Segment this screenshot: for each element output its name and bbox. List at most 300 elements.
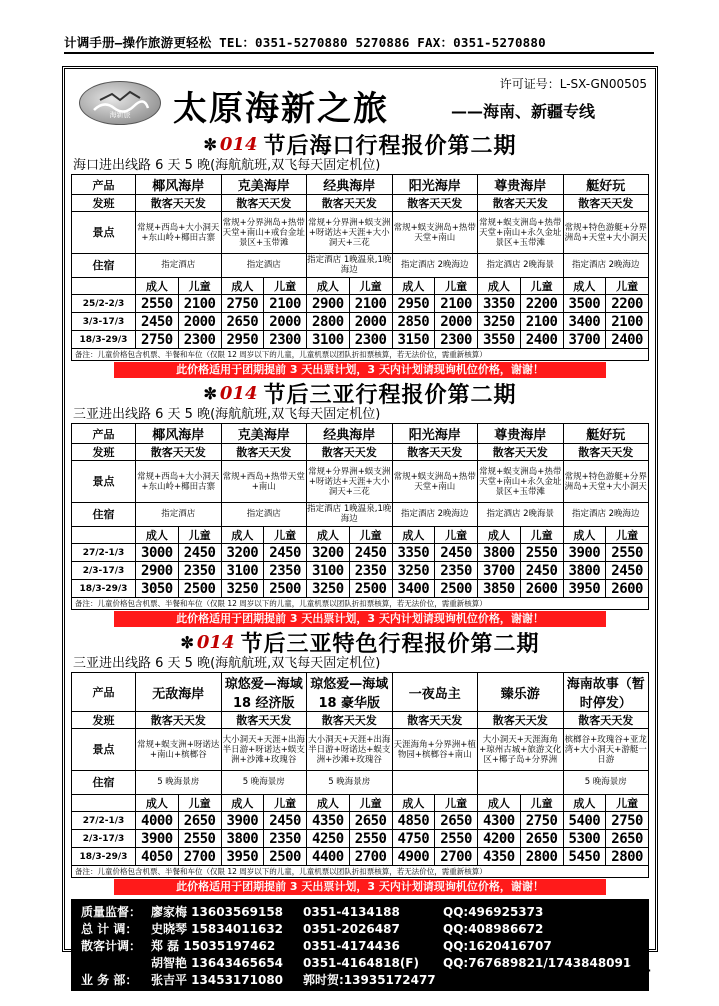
product-name: 椰风海岸 (136, 424, 222, 444)
contact-phone: 0351-2026487 (303, 921, 400, 936)
price-cell: 3050 (136, 580, 179, 598)
price-cell: 3550 (478, 331, 521, 349)
section-title (71, 131, 649, 157)
travel-dates: 27/2-1/3 (72, 544, 136, 562)
depart-schedule: 散客天天发 (221, 712, 307, 729)
price-sections (71, 131, 649, 895)
depart-schedule: 散客天天发 (136, 195, 222, 212)
sights-list: 大小洞天+天涯海角+琼州古城+旅游文化区+椰子岛+分界洲 (478, 729, 564, 771)
depart-schedule: 散客天天发 (136, 444, 222, 461)
price-cell: 2000 (435, 313, 478, 331)
travel-dates: 18/3-29/3 (72, 331, 136, 349)
price-row (72, 830, 649, 848)
price-cell: 2950 (221, 331, 264, 349)
section-heading: 节后三亚行程报价第二期 (263, 382, 517, 408)
price-cell: 3100 (221, 562, 264, 580)
product-name: 臻乐游 (478, 673, 564, 712)
price-cell: 3400 (392, 580, 435, 598)
section-title (71, 629, 649, 655)
license-number: 许可证号：L-SX-GN00505 (499, 77, 647, 91)
price-cell: 4200 (478, 830, 521, 848)
price-cell: 3400 (563, 313, 606, 331)
sights-list: 天涯海角+分界洲+植物园+槟榔谷+南山 (392, 729, 478, 771)
adult-label: 成人 (563, 278, 606, 295)
contact-row (81, 971, 639, 988)
product-label: 产品 (72, 673, 136, 712)
sights-list: 常规+分界洲岛+热带天堂+南山+戒台金址景区+玉带滩 (221, 212, 307, 254)
section-heading: 节后海口行程报价第二期 (263, 133, 517, 159)
sights-list: 常规+分界洲+蜈支洲+呀诺达+天涯+大小洞天+三花 (307, 461, 393, 503)
price-cell: 2350 (349, 562, 392, 580)
child-label: 儿童 (178, 278, 221, 295)
price-cell: 3200 (307, 544, 350, 562)
contact-phone: 0351-4164818(F) (303, 955, 419, 970)
sights-list: 常规+蜈支洲岛+热带天堂+南山 (392, 461, 478, 503)
depart-schedule: 散客天天发 (392, 444, 478, 461)
price-cell: 4750 (392, 830, 435, 848)
price-cell: 2100 (349, 295, 392, 313)
product-label: 产品 (72, 175, 136, 195)
price-sheet-frame (62, 66, 658, 987)
price-cell: 3250 (221, 580, 264, 598)
hotel-info: 指定酒店 2晚海边 (563, 254, 649, 278)
price-row (72, 313, 649, 331)
price-cell: 2650 (435, 812, 478, 830)
product-row (72, 175, 649, 195)
hotel-info: 指定酒店 2晚海边 (563, 503, 649, 527)
hotel-info: 指定酒店 1晚温泉,1晚海边 (307, 503, 393, 527)
price-cell: 3850 (478, 580, 521, 598)
price-cell: 2450 (178, 544, 221, 562)
depart-schedule: 散客天天发 (478, 712, 564, 729)
page-number: · 29 · (620, 964, 652, 977)
child-label: 儿童 (349, 527, 392, 544)
price-cell: 3000 (136, 544, 179, 562)
product-name: 无敌海岸 (136, 673, 222, 712)
fare-type-blank (72, 278, 136, 295)
hotel-row (72, 503, 649, 527)
price-cell: 3900 (221, 812, 264, 830)
price-cell: 2550 (178, 830, 221, 848)
depart-label: 发班 (72, 444, 136, 461)
price-cell: 2000 (264, 313, 307, 331)
price-warning: 此价格适用于团期提前 3 天出票计划，3 天内计划请现询机位价格，谢谢！ (114, 362, 606, 378)
price-cell: 2700 (435, 848, 478, 866)
section-route: 三亚进出线路 6 天 5 晚(海航航班,双飞每天固定机位) (73, 656, 381, 671)
hotel-label: 住宿 (72, 254, 136, 278)
hotel-info: 指定酒店 2晚海景 (478, 503, 564, 527)
price-cell: 2650 (178, 812, 221, 830)
hotel-label: 住宿 (72, 503, 136, 527)
adult-label: 成人 (392, 278, 435, 295)
depart-row (72, 712, 649, 729)
contact-person: 张吉平 13453171080 (151, 973, 284, 987)
price-cell: 2450 (435, 544, 478, 562)
sights-list: 常规+蜈支洲岛+热带天堂+南山+永久金址景区+玉带滩 (478, 212, 564, 254)
badge-number: 014 (219, 133, 258, 155)
badge-number: 014 (219, 382, 258, 404)
price-cell: 2750 (221, 295, 264, 313)
note-row (72, 866, 649, 878)
product-row (72, 673, 649, 712)
depart-schedule: 散客天天发 (221, 195, 307, 212)
section-badge (204, 383, 258, 404)
fare-type-blank (72, 527, 136, 544)
depart-schedule: 散客天天发 (307, 712, 393, 729)
depart-schedule: 散客天天发 (307, 444, 393, 461)
child-label: 儿童 (435, 795, 478, 812)
price-cell: 2300 (349, 331, 392, 349)
price-cell: 2950 (392, 295, 435, 313)
price-cell: 2500 (178, 580, 221, 598)
adult-label: 成人 (478, 278, 521, 295)
price-cell: 3200 (221, 544, 264, 562)
price-cell: 2100 (178, 295, 221, 313)
child-label: 儿童 (435, 527, 478, 544)
hotel-info: 5 晚海景房 (307, 771, 393, 795)
price-cell: 4000 (136, 812, 179, 830)
depart-schedule: 散客天天发 (307, 195, 393, 212)
hotel-info: 指定酒店 2晚海边 (392, 254, 478, 278)
price-row (72, 580, 649, 598)
sights-list: 槟榔谷+玫瑰谷+亚龙湾+大小洞天+游艇一日游 (563, 729, 649, 771)
depart-schedule: 散客天天发 (221, 444, 307, 461)
contact-role: 业 务 部： (81, 973, 138, 987)
price-cell: 3950 (563, 580, 606, 598)
adult-label: 成人 (221, 795, 264, 812)
depart-schedule: 散客天天发 (563, 712, 649, 729)
sights-row (72, 461, 649, 503)
price-cell: 2550 (136, 295, 179, 313)
price-cell: 3900 (563, 544, 606, 562)
price-cell: 3700 (478, 562, 521, 580)
price-cell: 5300 (563, 830, 606, 848)
adult-label: 成人 (307, 278, 350, 295)
sights-list: 大小洞天+天涯+出海半日游+呀诺达+蜈支洲+沙滩+玫瑰谷 (221, 729, 307, 771)
hotel-info: 5 晚海景房 (136, 771, 222, 795)
hotel-row (72, 254, 649, 278)
adult-label: 成人 (136, 527, 179, 544)
price-cell: 2350 (435, 562, 478, 580)
contact-phone: 郭时贺:13935172477 (303, 973, 436, 987)
hotel-row (72, 771, 649, 795)
product-name: 海南故事（暂时停发） (563, 673, 649, 712)
price-cell: 3250 (307, 580, 350, 598)
product-name: 一夜岛主 (392, 673, 478, 712)
adult-label: 成人 (392, 795, 435, 812)
contact-role: 质量监督： (81, 905, 142, 919)
price-cell: 4350 (478, 848, 521, 866)
price-cell: 2750 (606, 812, 649, 830)
price-cell: 2900 (136, 562, 179, 580)
contact-person: 郑 磊 15035197462 (151, 939, 276, 953)
price-cell: 4850 (392, 812, 435, 830)
price-row (72, 295, 649, 313)
hotel-info: 指定酒店 (221, 254, 307, 278)
section-route: 三亚进出线路 6 天 5 晚(海航航班,双飞每天固定机位) (73, 407, 381, 422)
product-label: 产品 (72, 424, 136, 444)
sights-list: 常规+特色游艇+分界洲岛+天堂+大小洞天 (563, 212, 649, 254)
badge-number: 014 (196, 631, 235, 653)
contact-phone: 0351-4134188 (303, 904, 400, 919)
price-row (72, 562, 649, 580)
price-cell: 4300 (478, 812, 521, 830)
child-label: 儿童 (178, 527, 221, 544)
contact-row (81, 920, 639, 937)
child-label: 儿童 (178, 795, 221, 812)
hotel-info: 指定酒店 2晚海边 (392, 503, 478, 527)
contact-phone: 0351-4174436 (303, 938, 400, 953)
section-note: 备注：儿童价格包含机票、半餐和车位（仅限 12 周岁以下的儿童，儿童机票以团队折扣票核算，若无法价位，需重新核算） (72, 866, 649, 878)
travel-dates: 18/3-29/3 (72, 580, 136, 598)
price-warning: 此价格适用于团期提前 3 天出票计划，3 天内计划请现询机位价格，谢谢！ (114, 611, 606, 627)
price-cell: 3800 (478, 544, 521, 562)
price-cell: 2650 (606, 830, 649, 848)
adult-label: 成人 (221, 278, 264, 295)
price-cell: 2750 (520, 812, 563, 830)
adult-label: 成人 (392, 527, 435, 544)
depart-schedule: 散客天天发 (478, 444, 564, 461)
price-cell: 3100 (307, 331, 350, 349)
price-cell: 2350 (264, 830, 307, 848)
sights-list: 大小洞天+天涯+出海半日游+呀诺达+蜈支洲+沙滩+玫瑰谷 (307, 729, 393, 771)
price-cell: 2900 (307, 295, 350, 313)
dragon-icon: ✼ (203, 134, 217, 154)
contact-role: 总 计 调： (81, 922, 138, 936)
agency-title: 太原海新之旅 (173, 89, 389, 129)
top-header-bar: 计调手册—操作旅游更轻松 TEL：0351-5270880 5270886 FAX：0351-5270880 (64, 34, 654, 54)
price-cell: 2650 (221, 313, 264, 331)
fare-type-row (72, 527, 649, 544)
hotel-info (392, 771, 478, 795)
price-row (72, 331, 649, 349)
price-table (71, 672, 649, 878)
contact-row (81, 937, 639, 954)
sights-list: 常规+分界洲+蜈支洲+呀诺达+天涯+大小洞天+三花 (307, 212, 393, 254)
sights-row (72, 729, 649, 771)
price-cell: 2550 (349, 830, 392, 848)
price-cell: 2600 (520, 580, 563, 598)
section-heading: 节后三亚特色行程报价第二期 (240, 631, 540, 657)
child-label: 儿童 (264, 527, 307, 544)
hotel-info: 指定酒店 (136, 254, 222, 278)
product-name: 琼悠爱—海域 18 豪华版 (307, 673, 393, 712)
price-cell: 2100 (606, 313, 649, 331)
hotel-info: 指定酒店 (221, 503, 307, 527)
fare-type-blank (72, 795, 136, 812)
contact-role: 散客计调： (81, 939, 142, 953)
hotel-info: 5 晚海景房 (221, 771, 307, 795)
price-cell: 3500 (563, 295, 606, 313)
child-label: 儿童 (520, 795, 563, 812)
adult-label: 成人 (478, 795, 521, 812)
price-cell: 3800 (221, 830, 264, 848)
price-cell: 4050 (136, 848, 179, 866)
price-cell: 2650 (349, 812, 392, 830)
sights-list: 常规+西岛+热带天堂+南山 (221, 461, 307, 503)
price-cell: 2850 (392, 313, 435, 331)
depart-schedule: 散客天天发 (392, 712, 478, 729)
hotel-info: 5 晚海景房 (563, 771, 649, 795)
travel-dates: 27/2-1/3 (72, 812, 136, 830)
price-cell: 2300 (178, 331, 221, 349)
contact-list (81, 903, 639, 988)
price-cell: 4250 (307, 830, 350, 848)
price-cell: 2450 (264, 544, 307, 562)
price-cell: 2450 (349, 544, 392, 562)
price-cell: 2800 (520, 848, 563, 866)
product-name: 阳光海岸 (392, 424, 478, 444)
price-cell: 2200 (520, 295, 563, 313)
contact-person: 胡智艳 13643465654 (151, 956, 284, 970)
contact-row (81, 954, 639, 971)
section-route: 海口进出线路 6 天 5 晚(海航航班,双飞每天固定机位) (73, 158, 381, 173)
price-cell: 2400 (606, 331, 649, 349)
price-cell: 2450 (606, 562, 649, 580)
child-label: 儿童 (349, 278, 392, 295)
product-name: 椰风海岸 (136, 175, 222, 195)
product-name: 尊贵海岸 (478, 175, 564, 195)
sights-list: 常规+蜈支洲岛+热带天堂+南山 (392, 212, 478, 254)
adult-label: 成人 (478, 527, 521, 544)
child-label: 儿童 (606, 795, 649, 812)
price-table (71, 423, 649, 610)
contact-person: 廖家梅 13603569158 (151, 905, 284, 919)
hotel-label: 住宿 (72, 771, 136, 795)
child-label: 儿童 (264, 278, 307, 295)
price-cell: 4900 (392, 848, 435, 866)
child-label: 儿童 (349, 795, 392, 812)
sights-list: 常规+蜈支洲+呀诺达+南山+槟榔谷 (136, 729, 222, 771)
product-name: 琼悠爱—海域 18 经济版 (221, 673, 307, 712)
product-name: 经典海岸 (307, 424, 393, 444)
sights-label: 景点 (72, 461, 136, 503)
sights-label: 景点 (72, 729, 136, 771)
price-cell: 2450 (520, 562, 563, 580)
hotel-info: 指定酒店 (136, 503, 222, 527)
price-cell: 5400 (563, 812, 606, 830)
price-cell: 2550 (520, 544, 563, 562)
travel-dates: 3/3-17/3 (72, 313, 136, 331)
section-badge (204, 134, 258, 155)
section-title (71, 380, 649, 406)
price-cell: 2000 (349, 313, 392, 331)
travel-dates: 25/2-2/3 (72, 295, 136, 313)
child-label: 儿童 (606, 527, 649, 544)
contact-row (81, 903, 639, 920)
note-row (72, 349, 649, 361)
price-cell: 3250 (478, 313, 521, 331)
price-cell: 2200 (606, 295, 649, 313)
price-cell: 3100 (307, 562, 350, 580)
child-label: 儿童 (435, 278, 478, 295)
agency-header (71, 73, 649, 131)
sights-list: 常规+西岛+大小洞天+东山岭+椰田古寨 (136, 212, 222, 254)
adult-label: 成人 (563, 795, 606, 812)
price-cell: 3900 (136, 830, 179, 848)
price-cell: 3950 (221, 848, 264, 866)
travel-dates: 2/3-17/3 (72, 562, 136, 580)
price-cell: 2800 (606, 848, 649, 866)
hotel-info: 指定酒店 1晚温泉,1晚海边 (307, 254, 393, 278)
price-cell: 2450 (264, 812, 307, 830)
contact-block (71, 899, 652, 991)
price-cell: 2750 (136, 331, 179, 349)
price-cell: 3350 (392, 544, 435, 562)
section-badge (181, 632, 235, 653)
price-cell: 2550 (606, 544, 649, 562)
price-cell: 4350 (307, 812, 350, 830)
price-cell: 2700 (178, 848, 221, 866)
sights-label: 景点 (72, 212, 136, 254)
depart-row (72, 195, 649, 212)
product-name: 克美海岸 (221, 175, 307, 195)
product-name: 阳光海岸 (392, 175, 478, 195)
price-cell: 2700 (349, 848, 392, 866)
product-name: 经典海岸 (307, 175, 393, 195)
agency-subtitle: ——海南、新疆专线 (451, 102, 596, 121)
logo-text: 海新旅 (109, 111, 131, 119)
price-cell: 3700 (563, 331, 606, 349)
child-label: 儿童 (264, 795, 307, 812)
child-label: 儿童 (606, 278, 649, 295)
depart-schedule: 散客天天发 (136, 712, 222, 729)
price-cell: 3250 (392, 562, 435, 580)
wave-bird-icon (90, 86, 150, 120)
note-row (72, 598, 649, 610)
adult-label: 成人 (307, 795, 350, 812)
price-cell: 2400 (520, 331, 563, 349)
dragon-icon: ✼ (203, 383, 217, 403)
price-cell: 2000 (178, 313, 221, 331)
price-cell: 2350 (264, 562, 307, 580)
depart-schedule: 散客天天发 (392, 195, 478, 212)
depart-label: 发班 (72, 712, 136, 729)
price-cell: 3800 (563, 562, 606, 580)
price-cell: 2550 (435, 830, 478, 848)
hotel-info: 指定酒店 2晚海景 (478, 254, 564, 278)
fare-type-row (72, 795, 649, 812)
adult-label: 成人 (307, 527, 350, 544)
agency-logo (79, 81, 161, 125)
product-name: 克美海岸 (221, 424, 307, 444)
price-cell: 2500 (264, 848, 307, 866)
dragon-icon: ✼ (180, 632, 194, 652)
depart-row (72, 444, 649, 461)
adult-label: 成人 (136, 795, 179, 812)
contact-qq: QQ:767689821/1743848091 (443, 955, 632, 970)
price-row (72, 848, 649, 866)
child-label: 儿童 (520, 527, 563, 544)
product-name: 艇好玩 (563, 424, 649, 444)
child-label: 儿童 (520, 278, 563, 295)
sights-list: 常规+西岛+大小洞天+东山岭+椰田古寨 (136, 461, 222, 503)
price-warning: 此价格适用于团期提前 3 天出票计划，3 天内计划请现询机位价格，谢谢！ (114, 879, 606, 895)
price-cell: 2600 (606, 580, 649, 598)
price-cell: 2500 (264, 580, 307, 598)
contact-qq: QQ:496925373 (443, 904, 544, 919)
price-cell: 2800 (307, 313, 350, 331)
depart-schedule: 散客天天发 (478, 195, 564, 212)
adult-label: 成人 (221, 527, 264, 544)
product-name: 尊贵海岸 (478, 424, 564, 444)
price-cell: 2100 (435, 295, 478, 313)
contact-qq: QQ:1620416707 (443, 938, 552, 953)
hotel-info (478, 771, 564, 795)
adult-label: 成人 (136, 278, 179, 295)
price-cell: 2100 (520, 313, 563, 331)
price-cell: 2450 (136, 313, 179, 331)
